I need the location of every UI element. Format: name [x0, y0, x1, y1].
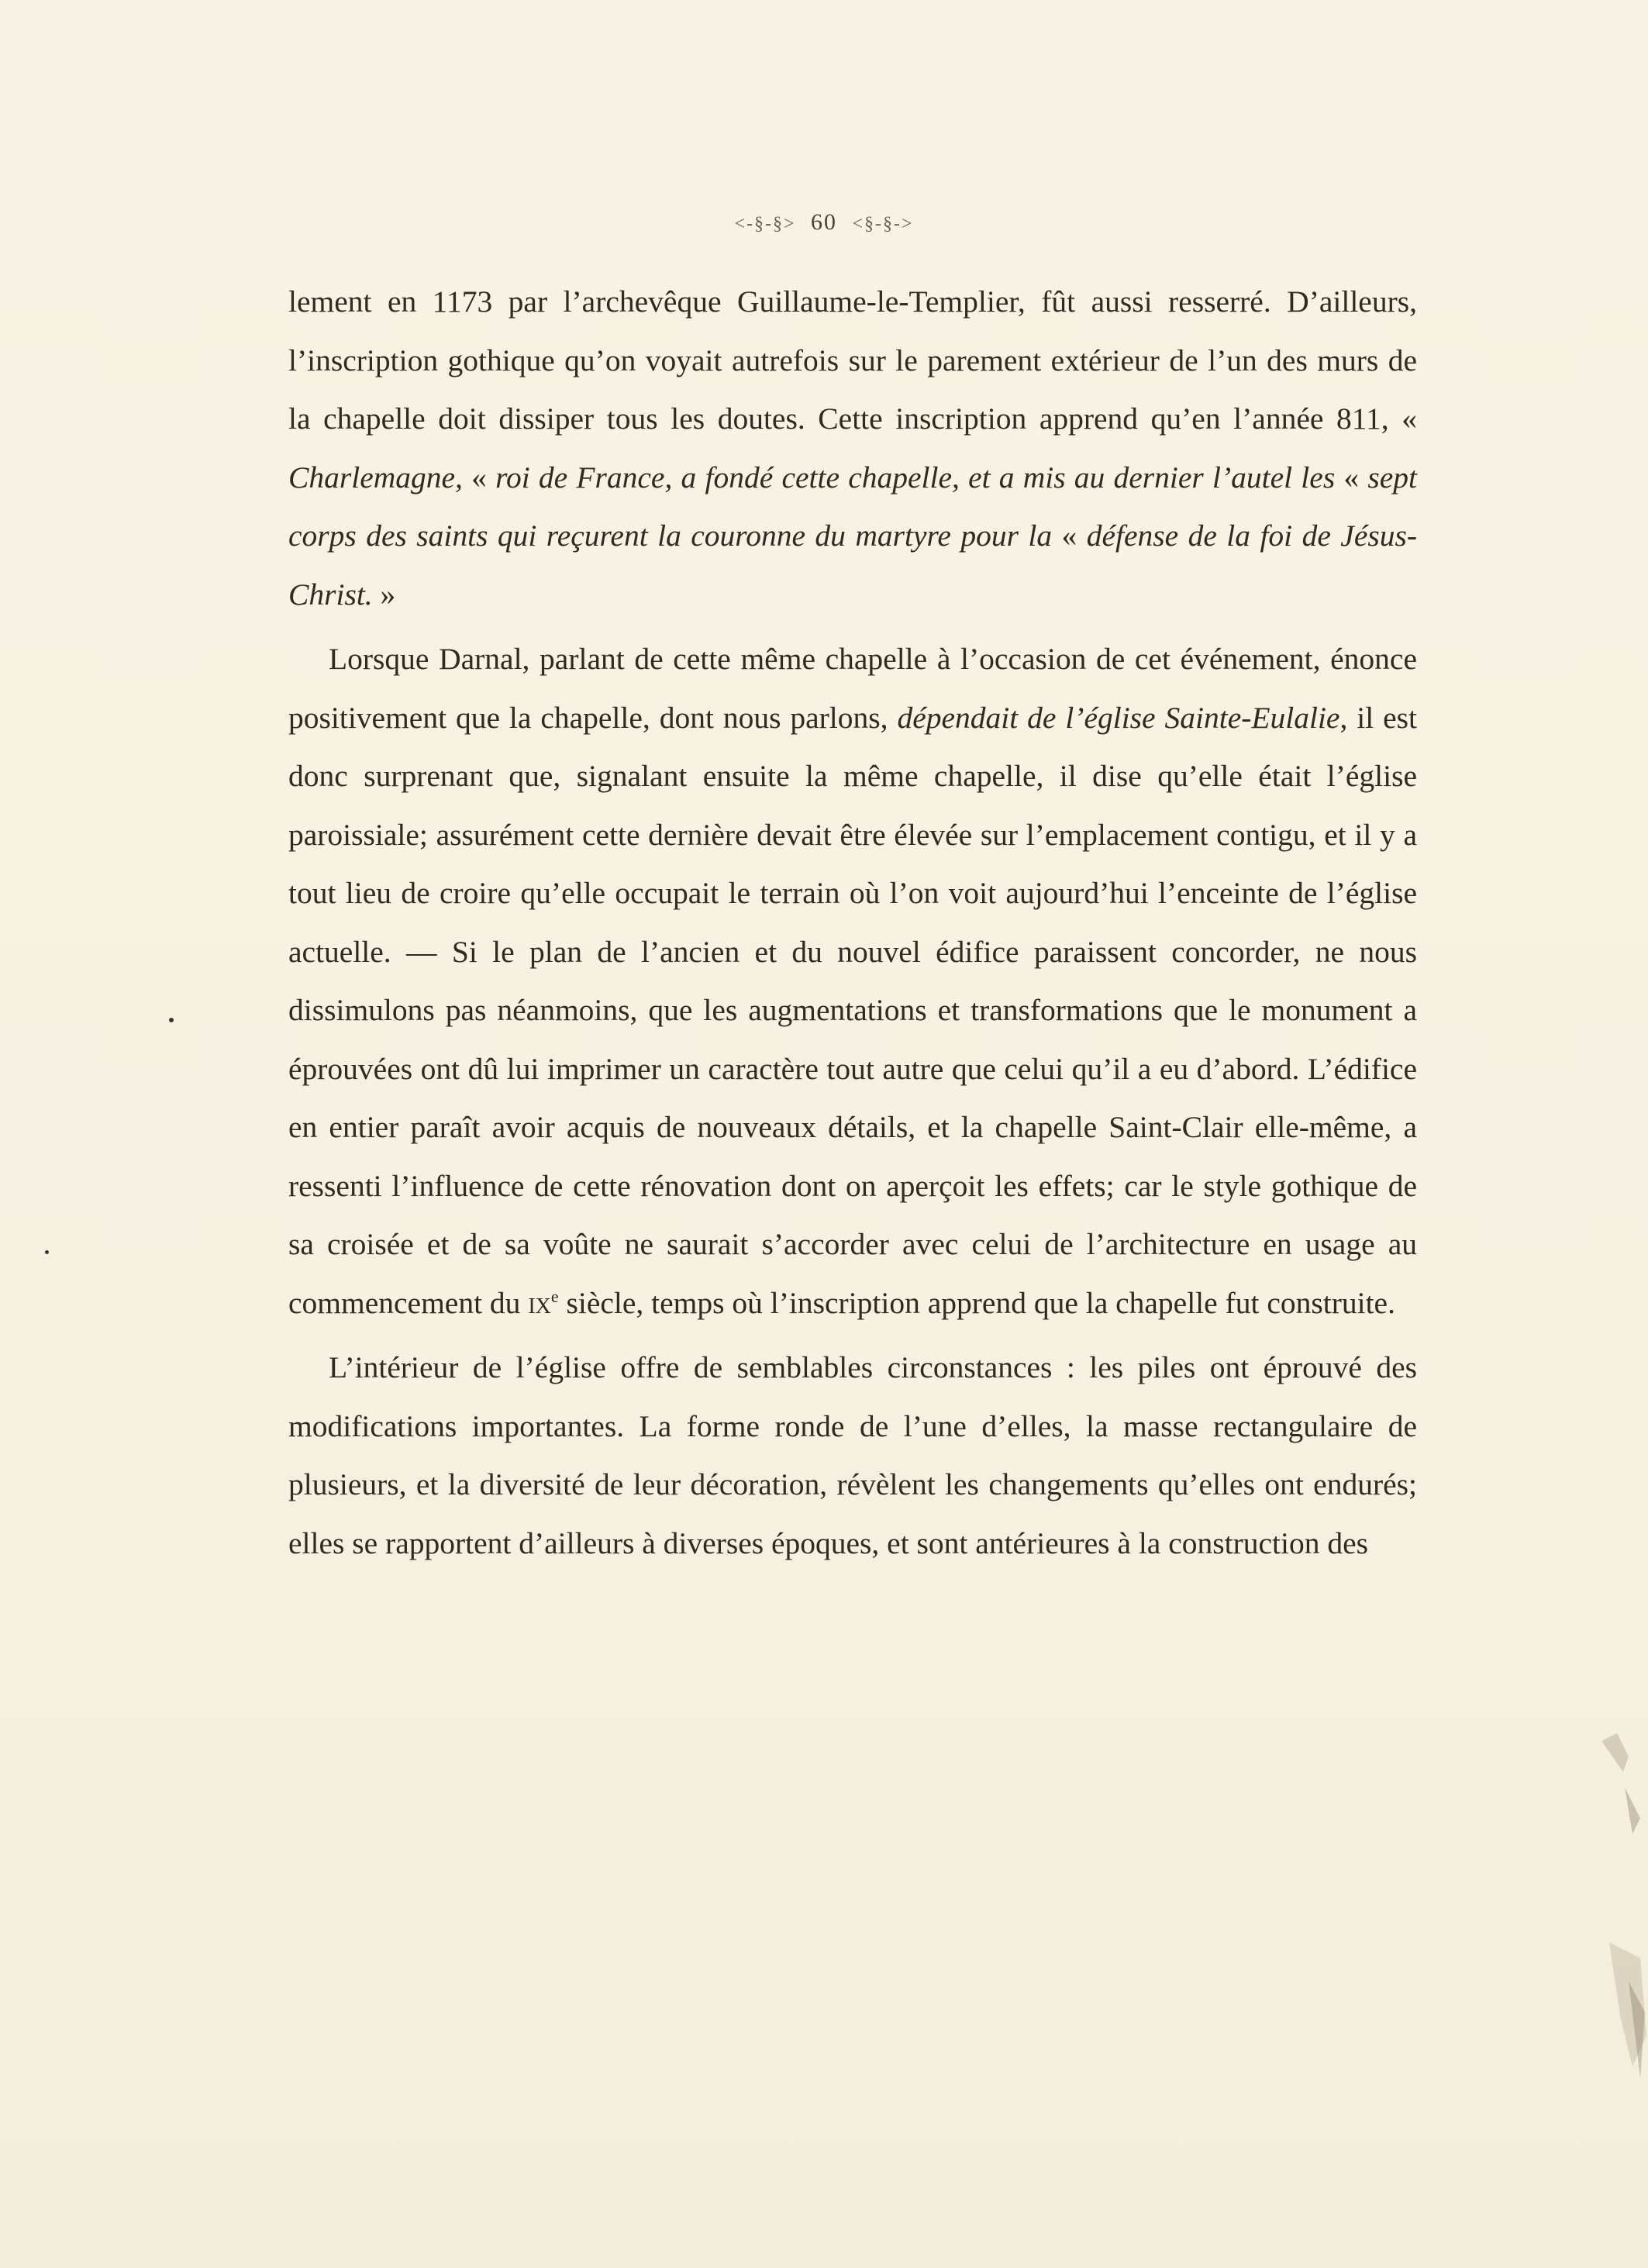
paragraph-2	[288, 630, 1417, 1332]
margin-dot	[169, 1018, 174, 1022]
p2-century-numeral: ix	[528, 1285, 551, 1320]
page-edge-stain	[1555, 1725, 1648, 2082]
page-header	[0, 209, 1648, 236]
paragraph-3	[288, 1339, 1417, 1573]
p1-quote-mark: «	[1335, 460, 1368, 495]
p1-italic-line4: défense de la foi de Jésus-Christ.	[288, 519, 1418, 612]
p3-text: L’intérieur de l’église offre de semblables circonstances : les piles ont éprouvé des modifications importantes. La forme ronde de l’une d’elles, la masse rectangulaire de plusieurs, et la diversité de leur décoration, révèlent les changements qu’elles ont endurés; elles se rapportent d’ailleurs à diverses époques, et sont antérieures à la construction des	[288, 1350, 1417, 1560]
p1-italic-line2: roi de France, a fondé cette chapelle, et a mis au dernier l’autel les	[495, 460, 1336, 495]
p2-text-middle: , il est donc surprenant que, signalant ensuite la même chapelle, il dise qu’elle était l’église paroissiale; assurément cette dernière devait être élevée sur l’emplacement contigu, et il y a tout lieu de croire qu’elle occupait le terrain où l’on voit aujourd’hui l’enceinte de l’église actuelle. — Si le plan de l’ancien et du nouvel édifice paraissent concorder, ne nous dissimulons pas néanmoins, que les augmentations et transformations que le monument a éprouvées ont dû lui imprimer un caractère tout autre que celui qu’il a eu d’abord. L’édifice en entier paraît avoir acquis de nouveaux détails, et la chapelle Saint-Clair elle-même, a ressenti l’influence de cette rénovation dont on aperçoit les effets; car le style gothique de sa croisée et de sa voûte ne saurait s’accorder avec celui de l’architecture en usage au commencement du	[288, 700, 1417, 1320]
p1-closing-quote: »	[372, 577, 396, 612]
p2-italic-eulalie: dépendait de l’église Sainte-Eulalie	[897, 700, 1340, 735]
body-text	[288, 273, 1417, 1579]
p2-text-end: siècle, temps où l’inscription apprend que la chapelle fut construite.	[558, 1285, 1395, 1320]
paragraph-1	[288, 273, 1417, 624]
margin-dot	[45, 1250, 49, 1254]
p1-italic-charlemagne: Charlemagne,	[288, 460, 463, 495]
p2-text-start: Lorsque Darnal, parlant de cette même chapelle à l’occasion de cet événement, énonce positivement que la chapelle, dont nous parlons,	[288, 642, 1417, 735]
p1-italic-line3: sept corps des saints qui reçurent la couronne du martyre pour la	[288, 460, 1417, 553]
p1-quote-mark: «	[462, 460, 496, 495]
right-ornament: <§-§->	[852, 214, 914, 234]
p1-text: lement en 1173 par l’archevêque Guillaume-le-Templier, fût aussi resserré. D’ailleurs, l’inscription gothique qu’on voyait autrefois sur le parement extérieur de l’un des murs de la chapelle doit dissiper tous les doutes. Cette inscription apprend qu’en l’année 811, «	[288, 284, 1417, 436]
p2-century-superscript: e	[550, 1286, 559, 1306]
p1-quote-mark: «	[1052, 519, 1087, 553]
left-ornament: <-§-§>	[734, 214, 796, 234]
page-number: 60	[811, 209, 837, 235]
